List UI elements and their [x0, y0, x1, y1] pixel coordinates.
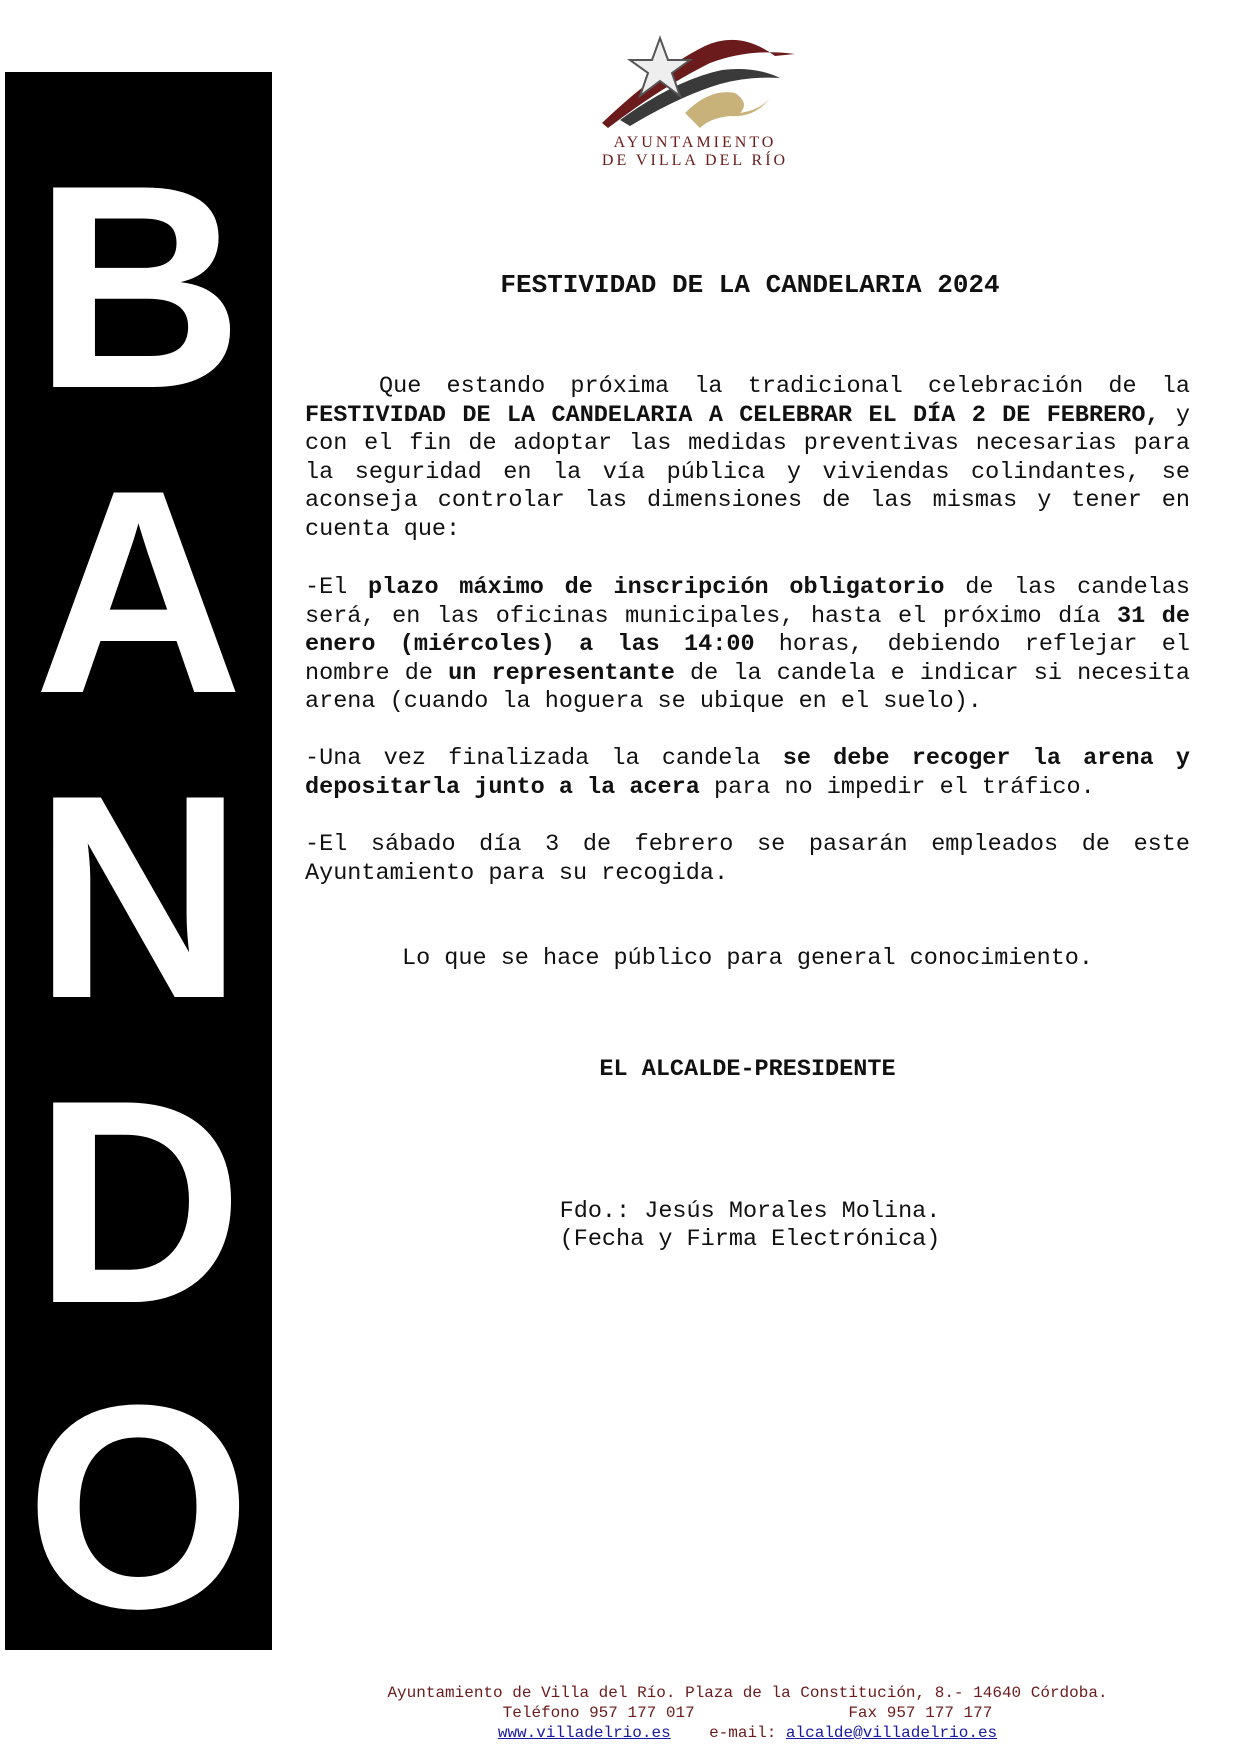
footer — [305, 1683, 1190, 1743]
footer-address: Ayuntamiento de Villa del Río. Plaza de la Constitución, 8.- 14640 Córdoba. — [387, 1684, 1108, 1702]
item1-bold-1: plazo máximo de inscripción obligatorio — [368, 574, 945, 601]
bando-letter-o: O — [25, 1345, 252, 1669]
intro-text-1: Que estando próxima la tradicional celebración de la — [379, 373, 1190, 400]
logo-emblem-icon — [590, 18, 800, 143]
footer-website-link[interactable]: www.villadelrio.es — [497, 1724, 671, 1742]
intro-bold-1: FESTIVIDAD DE LA CANDELARIA A CELEBRAR EL DÍA 2 DE FEBRERO, — [305, 401, 1160, 429]
footer-email-label: e-mail: — [709, 1724, 777, 1742]
item2-text-1: -Una vez finalizada la candela — [305, 745, 783, 772]
signature-name: Fdo.: Jesús Morales Molina. — [559, 1198, 941, 1225]
logo-line-1: AYUNTAMIENTO — [613, 134, 777, 151]
town-hall-logo — [590, 18, 800, 178]
footer-contact-line — [305, 1703, 1190, 1723]
footer-phone: Teléfono 957 177 017 — [502, 1704, 695, 1722]
signature-note: (Fecha y Firma Electrónica) — [559, 1226, 941, 1253]
footer-fax: Fax 957 177 177 — [848, 1704, 993, 1722]
item1-text-2: de las candelas será, en las oficinas municipales, hasta el próximo día — [305, 574, 1190, 630]
item1-text-4: de la candela e indicar si necesita arena (cuando la hoguera se ubique en el suelo). — [305, 659, 1190, 715]
item2-bold-1: se debe recoger la arena y depositarla junto a la acera — [305, 745, 1190, 801]
item1-text-3: horas, debiendo reflejar el nombre de — [305, 631, 1190, 687]
item1-bold-2: 31 de enero (miércoles) a las 14:00 — [305, 602, 1191, 658]
intro-paragraph — [305, 373, 1190, 544]
item-sand — [305, 745, 1190, 802]
item-registration — [305, 574, 1190, 717]
bando-letter-n: N — [33, 735, 244, 1059]
bando-banner — [5, 72, 272, 1669]
bando-letter-d: D — [33, 1040, 244, 1364]
item2-text-2: para no impedir el tráfico. — [699, 773, 1095, 801]
item1-bold-3: un representante — [448, 659, 675, 687]
footer-email-link[interactable]: alcalde@villadelrio.es — [785, 1724, 998, 1742]
footer-links-line — [305, 1723, 1190, 1743]
closing-statement: Lo que se hace público para general conocimiento. — [401, 945, 1093, 972]
document-title: FESTIVIDAD DE LA CANDELARIA 2024 — [500, 270, 1000, 300]
bando-letter-a: A — [33, 430, 244, 754]
item1-text-1: -El — [305, 574, 369, 601]
signature-role: EL ALCALDE-PRESIDENTE — [599, 1056, 896, 1083]
logo-line-2: DE VILLA DEL RÍO — [601, 152, 789, 169]
item-collection — [305, 831, 1190, 888]
intro-text-2: y con el fin de adoptar las medidas preventivas necesarias para la seguridad en la vía pública y viviendas colindantes, se aconseja controlar las dimensiones de las mismas y tener en cuenta que: — [305, 401, 1190, 543]
item3-text-1: -El sábado día 3 de febrero se pasarán empleados de este Ayuntamiento para su recogida. — [305, 831, 1190, 887]
bando-letter-b: B — [33, 125, 244, 449]
